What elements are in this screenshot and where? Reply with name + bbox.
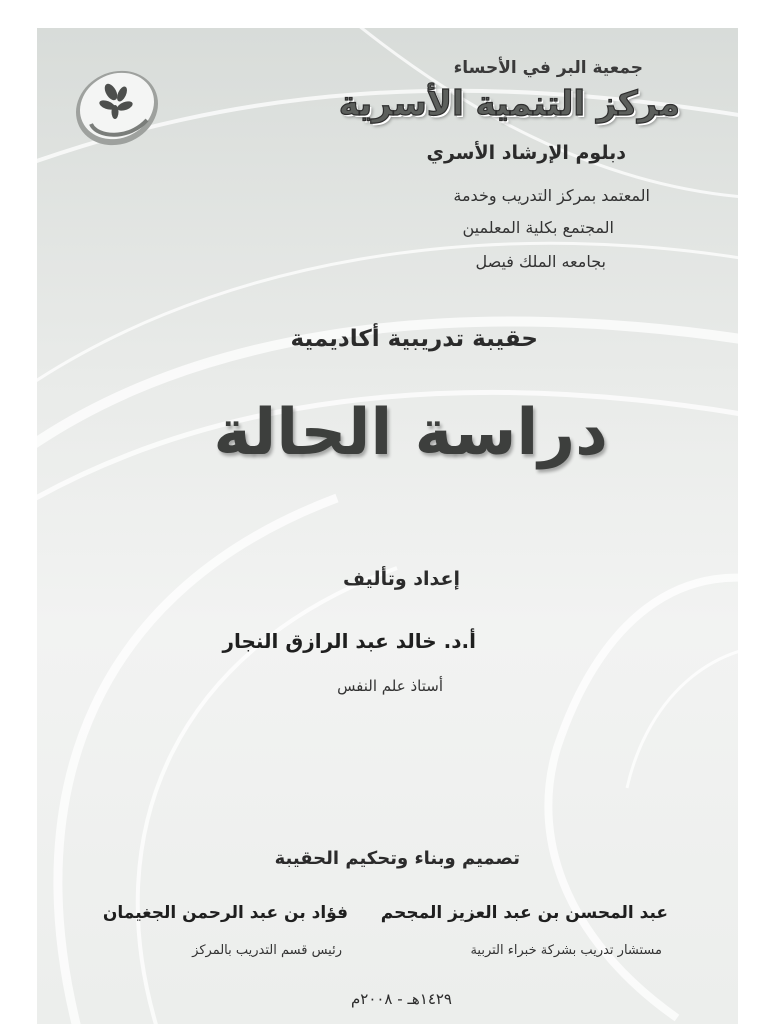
preparation-label: إعداد وتأليف xyxy=(343,568,460,590)
design-label: تصميم وبناء وتحكيم الحقيبة xyxy=(274,848,520,869)
accreditation-line: المعتمد بمركز التدريب وخدمة xyxy=(453,186,650,205)
page-title: دراسة الحالة xyxy=(213,396,608,470)
author-title: أستاذ علم النفس xyxy=(337,677,443,695)
background-swirls xyxy=(37,28,738,1024)
publication-date: ١٤٢٩هـ - ٢٠٠٨م xyxy=(350,990,452,1008)
cover-page xyxy=(37,28,738,1024)
designer-name: عبد المحسن بن عبد العزيز المجحم xyxy=(380,903,668,923)
designer-name: فؤاد بن عبد الرحمن الجغيمان xyxy=(102,903,348,923)
author-name: أ.د. خالد عبد الرازق النجار xyxy=(222,629,476,653)
diploma-name: دبلوم الإرشاد الأسري xyxy=(426,142,626,164)
accreditation-line: المجتمع بكلية المعلمين xyxy=(462,218,614,237)
org-name: جمعية البر في الأحساء xyxy=(453,58,643,78)
association-logo xyxy=(67,58,167,156)
subtitle: حقيبة تدريبية أكاديمية xyxy=(290,326,538,352)
accreditation-line: بجامعه الملك فيصل xyxy=(475,252,606,271)
center-name: مركز التنمية الأسرية xyxy=(338,84,680,124)
designer-role: رئيس قسم التدريب بالمركز xyxy=(192,943,342,958)
designer-role: مستشار تدريب بشركة خبراء التربية xyxy=(470,943,662,958)
